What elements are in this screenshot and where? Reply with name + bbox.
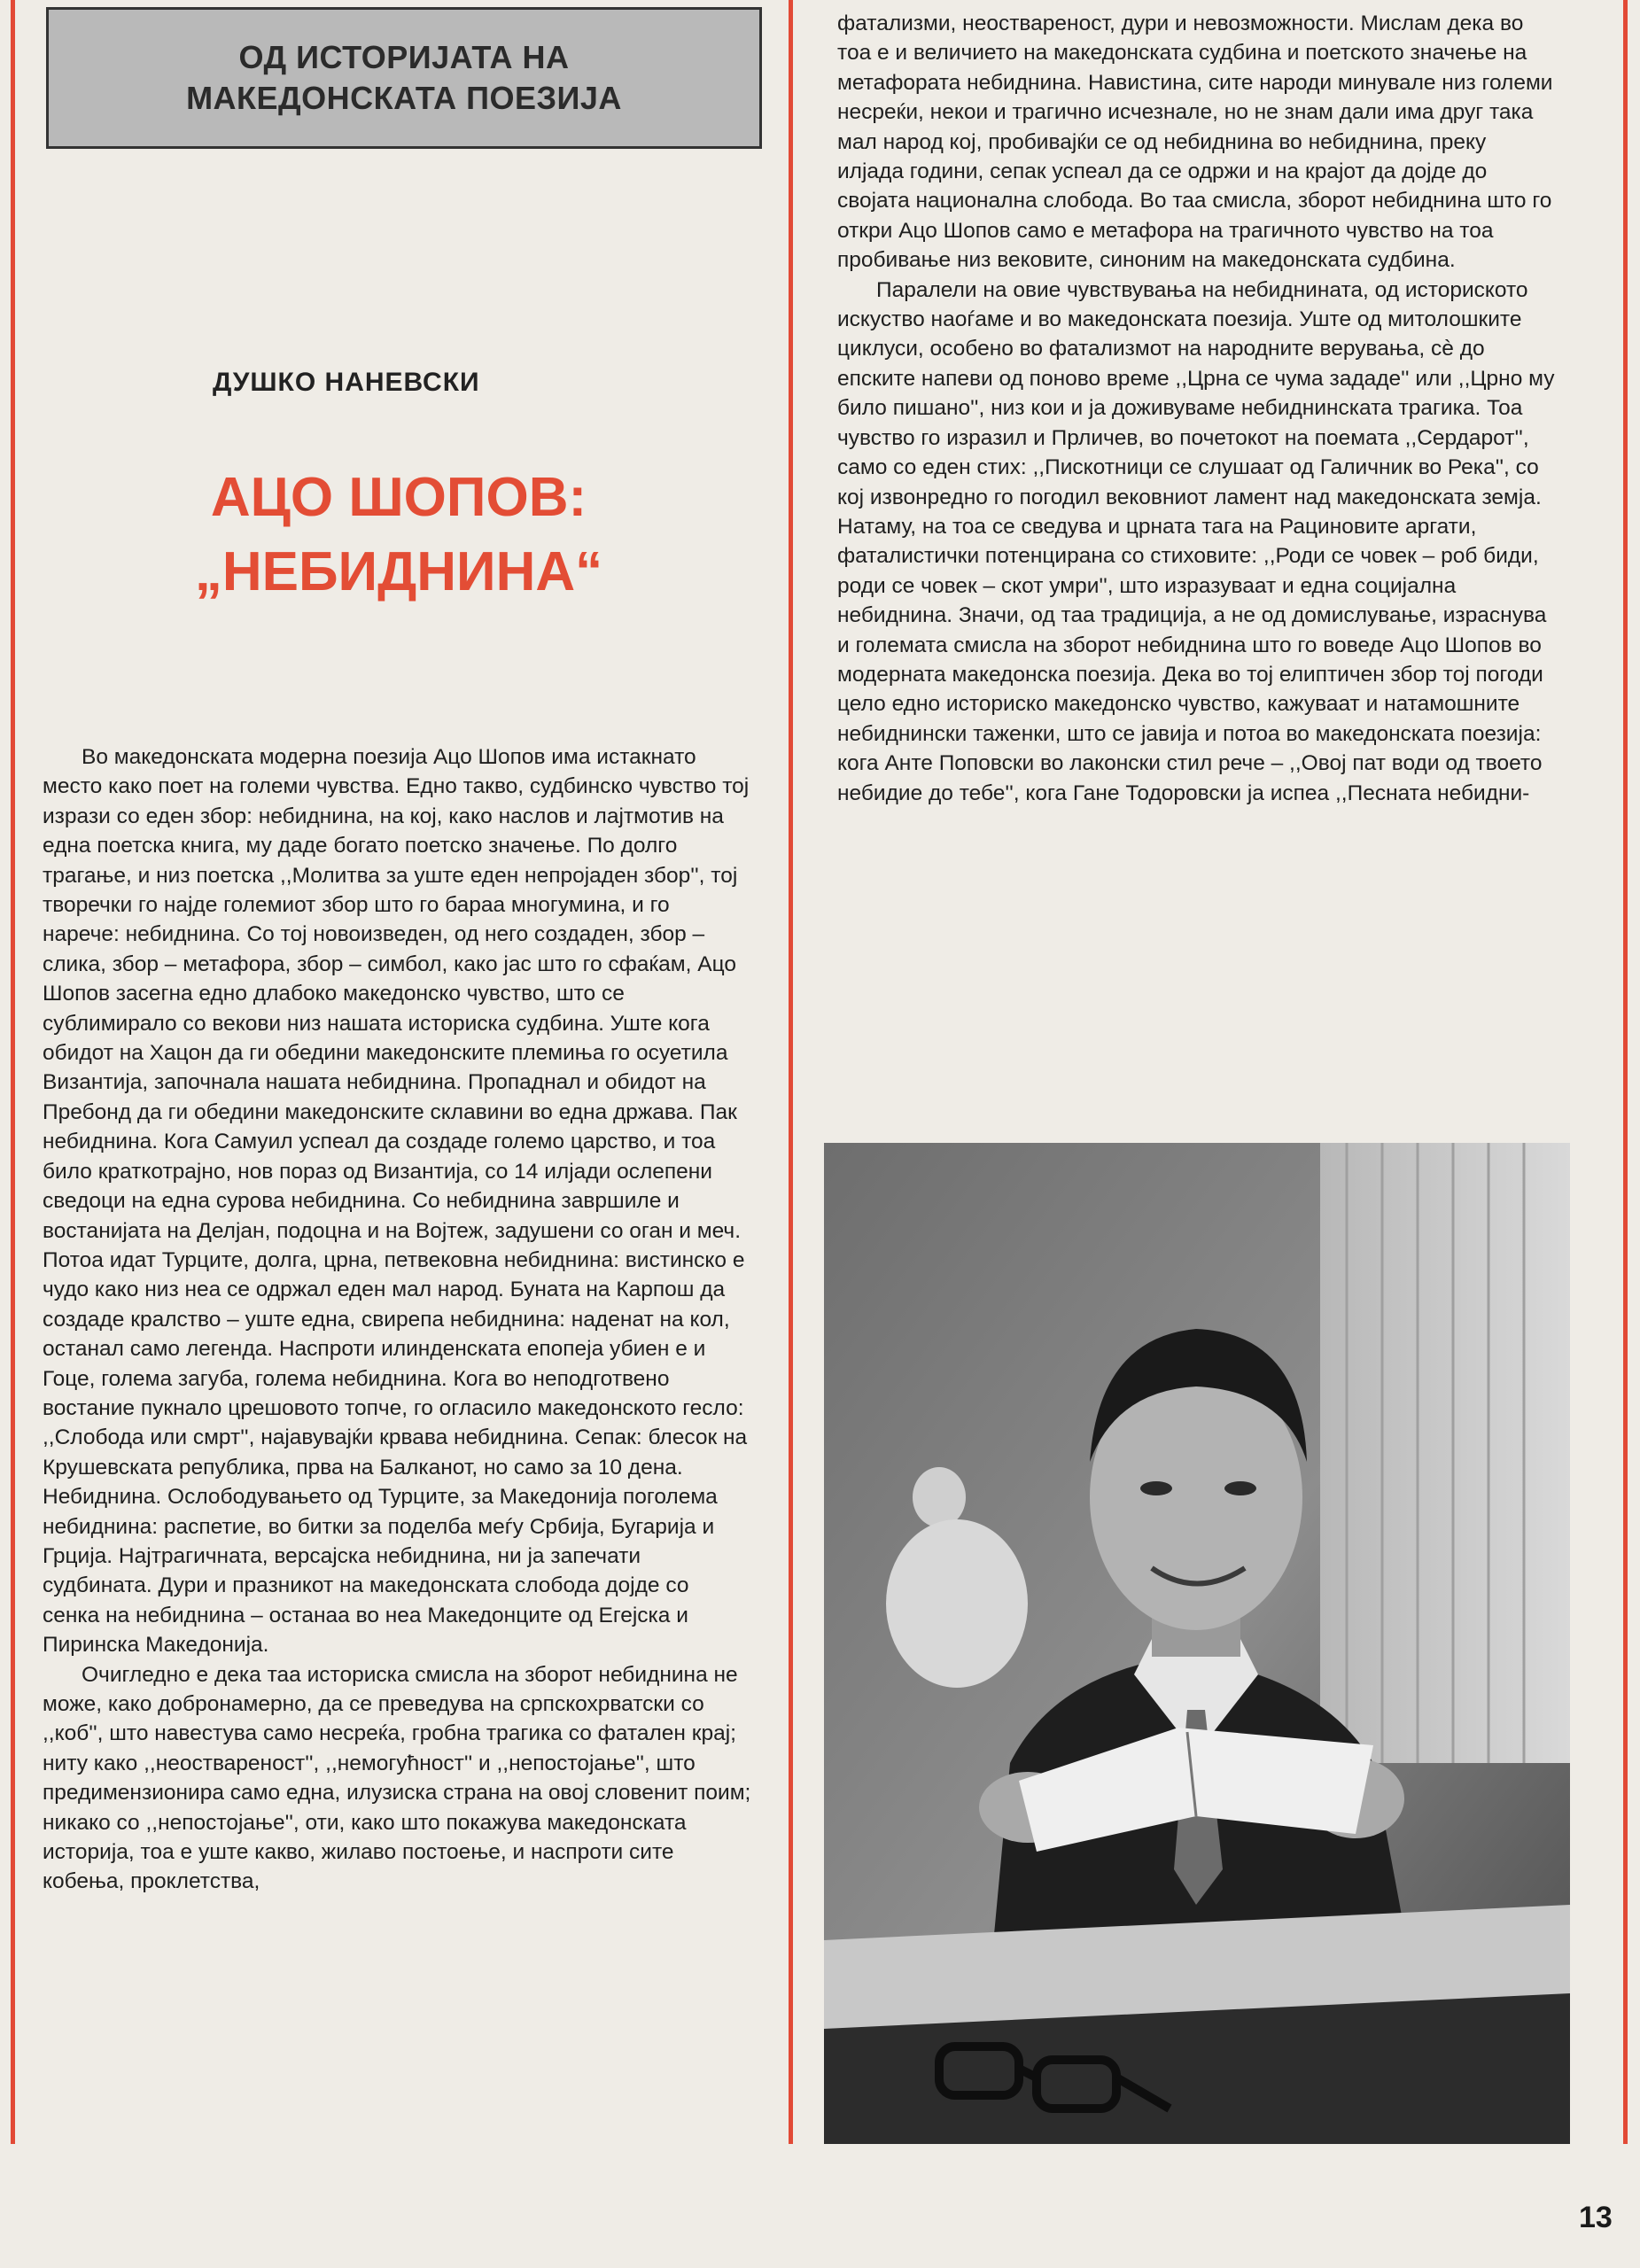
- article-title-line1: АЦО ШОПОВ:: [210, 467, 587, 528]
- right-red-rule: [1623, 0, 1628, 2144]
- paragraph: Очигледно е дека таа историска смисла на зборот небиднина не може, како добронамерно, да се преведува на српскохрватски со ,,коб'', што навестува само несреќа, гробна трагика со фатален крај; ниту како ,,неоствареност'', ,,немогућност'' и ,,непостојање'', што предимензионира само една, илузиска страна на овој словенит поим; никако со ,,непостојање'', оти, како што покажува македонската историја, тоа е уште какво, жилаво постоење, и наспроти сите кобења, проклетства,: [43, 1662, 751, 1894]
- article-title-line2: „НЕБИДНИНА“: [194, 541, 603, 602]
- section-header-box: [46, 7, 762, 149]
- paragraph: Во македонската модерна поезија Ацо Шопов има истакнато место како поет на големи чувства. Едно такво, судбинско чувство тој изрази со еден збор: небиднина, на кој, како наслов и лајтмотив на една поетска книга, му даде богато поетско значење. По долго трагање, и низ поетска ,,Молитва за уште еден непројаден збор'', тој творечки го најде големиот збор што го бараа многумина, и го нарече: небиднина. Со тој новоизведен, од него создаден, збор – слика, збор – метафора, збор – симбол, како јас што го сфаќам, Ацо Шопов засегна едно длабоко македонско чувство, што се сублимирало со векови низ нашата историска судбина. Уште кога обидот на Хацон да ги обедини македонските племиња го осуетила Византија, започнала нашата небиднина. Пропаднал и обидот на Пребонд да ги обедини македонските склавини во една држава. Пак небиднина. Кога Самуил успеал да создаде големо царство, и тоа било краткотрајно, нов пораз од Византија, со 14 илјади ослепени сведоци на една сурова небиднина. Со небиднина завршиле и востанијата на Делјан, подоцна и на Војтеж, задушени со оган и меч. Потоа идат Турците, долга, црна, петвековна небиднина: вистинско е чудо како низ неа се одржал еден мал народ. Буната на Карпош да создаде кралство – уште една, свирепа небиднина: наденат на кол, останал само легенда. Наспроти илинденската епопеја убиен е и Гоце, голема загуба, голема небиднина. Кога во неподготвено востание пукнало црешовото топче, го огласило македонското гесло: ,,Слобода или смрт'', најавувајќи крвава небиднина. Сепак: блесок на Крушевската република, прва на Балканот, но само за 10 дена. Небиднина. Ослободувањето од Турците, за Македонија поголема небиднина: распетие, во битки за поделба меѓу Србија, Бугарија и Грција. Најтрагичната, версајска небиднина, ни ја запечати судбината. Дури и празникот на македонската слобода дојде со сенка на небиднина – останаа во неа Македонците од Егејска и Пиринска Македонија.: [43, 745, 750, 1658]
- section-header-line1: ОД ИСТОРИЈАТА НА: [238, 39, 570, 75]
- author-portrait-photo: [824, 1143, 1570, 2144]
- page-number: 13: [1579, 2201, 1613, 2234]
- paragraph: фатализми, неоствареност, дури и невозможности. Мислам дека во тоа е и величието на македонската судбина и поетското значење на метафората небиднина. Навистина, сите народи минувале низ големи несреќи, некои и трагично исчезнале, но не знам дали има друг така мал народ кој, пробивајќи се од небиднина во небиднина, преку илјада години, сепак успеал да се одржи и на крајот да дојде до својата национална слобода. Во таа смисла, зборот небиднина што го откри Ацо Шопов само е метафора на трагичното чувство на тоа пробивање низ вековите, синоним на македонската судбина.: [837, 12, 1553, 273]
- right-text-column: [837, 9, 1555, 808]
- section-header-line2: МАКЕДОНСКАТА ПОЕЗИЈА: [186, 80, 622, 116]
- left-text-column: [43, 742, 751, 1897]
- center-red-rule: [789, 0, 793, 2144]
- paragraph: Паралели на овие чувствувања на небиднината, од историското искуство наоѓаме и во македонската поезија. Уште од митолошките циклуси, особено во фатализмот на народните верувања, сè до епските напеви од поново време ,,Црна се чума зададе'' или ,,Црно му било пишано'', низ кои и ја доживуваме небиднинската трагика. Тоа чувство го изразил и Прличев, во почетокот на поемата ,,Сердарот'', само со еден стих: ,,Пискотници се слушаат од Галичник во Река'', со кој извонредно го погодил вековниот ламент над македонската земја. Натаму, на тоа се сведува и црната тага на Рациновите аргати, фаталистички потенцирана со стиховите: ,,Роди се човек – роб биди, роди се човек – скот умри'', што изразуваат и една социјална небиднина. Значи, од таа традиција, а не од домислување, израснува и големата смисла на зборот небиднина што го воведе Ацо Шопов во модерната македонска поезија. Дека во тој елиптичен збор тој погоди цело едно историско македонско чувство, кажуваат и натамошните небиднински таженки, што се јавија и потоа во македонската поезија: кога Анте Поповски во лаконски стил рече – ,,Овој пат води од твоето небидие до тебе'', кога Гане Тодоровски ја испеа ,,Песната небидни-: [837, 277, 1555, 805]
- portrait-illustration: [824, 1143, 1570, 2144]
- author-name: ДУШКО НАНЕВСКИ: [213, 368, 480, 397]
- article-title: [89, 461, 709, 610]
- left-red-rule: [11, 0, 15, 2144]
